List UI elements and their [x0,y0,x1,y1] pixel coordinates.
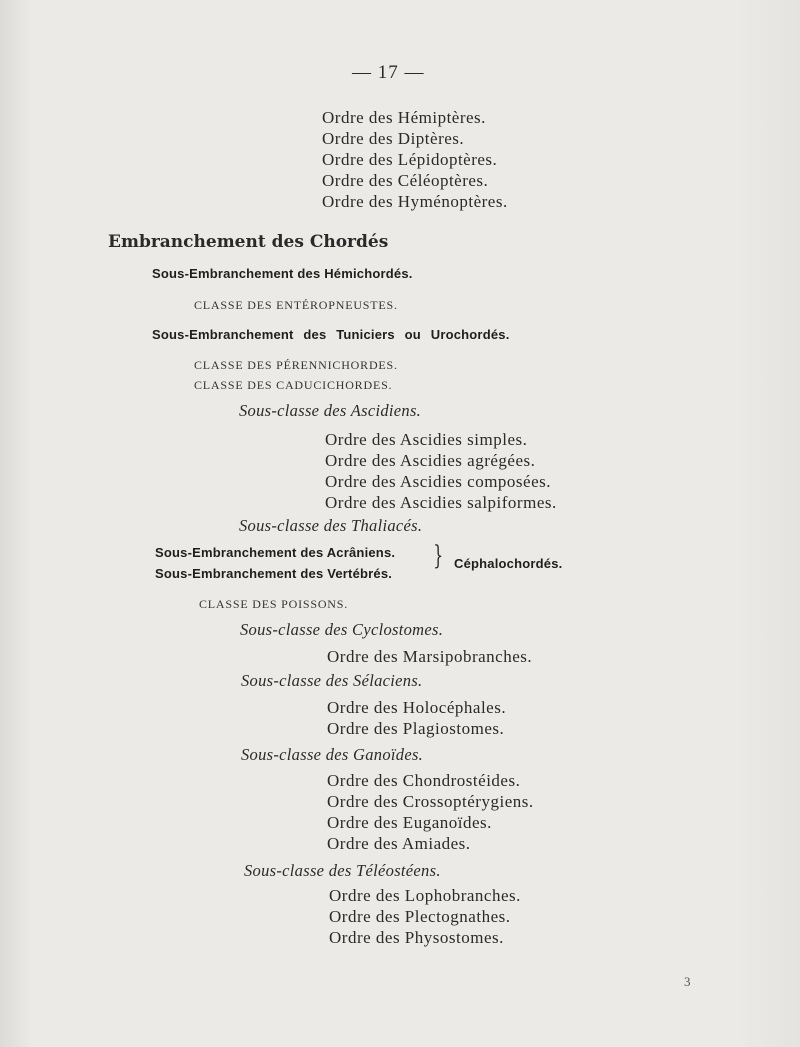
order-item: Ordre des Ascidies simples. [325,430,528,449]
order-list-selaciens [327,697,506,739]
order-item: Ordre des Lophobranches. [329,886,521,905]
classe-perennichordes: CLASSE DES PÉRENNICHORDES. [194,358,398,372]
order-list-cyclostomes [327,646,532,667]
sous-classe-cyclostomes: Sous-classe des Cyclostomes. [240,620,444,639]
order-item: Ordre des Crossoptérygiens. [327,792,534,811]
order-item: Ordre des Plectognathes. [329,907,511,926]
order-item: Ordre des Plagiostomes. [327,719,505,738]
order-item: Ordre des Chondrostéides. [327,771,521,790]
order-list-teleosteens [329,885,521,948]
order-item: Ordre des Marsipobranches. [327,647,533,666]
order-item: Ordre des Ascidies agrégées. [325,451,536,470]
order-item: Ordre des Céléoptères. [322,171,489,190]
order-item: Ordre des Lépidoptères. [322,150,498,169]
sous-classe-thaliaces: Sous-classe des Thaliacés. [239,516,423,535]
cephalochordes-label: Céphalochordés. [454,556,563,571]
sous-embranchement-acraniens: Sous-Embranchement des Acrâniens. [155,545,396,560]
classe-enteropneustes: CLASSE DES ENTÉROPNEUSTES. [194,298,398,312]
order-item: Ordre des Holocéphales. [327,698,507,717]
sous-embranchement-tuniciers: Sous-Embranchement des Tuniciers ou Urochordés. [152,327,510,342]
order-list-top [322,107,508,212]
order-item: Ordre des Hyménoptères. [322,192,508,211]
order-item: Ordre des Diptères. [322,129,465,148]
sous-classe-ascidiens: Sous-classe des Ascidiens. [239,401,422,420]
signature-mark: 3 [684,974,691,989]
order-list-ascidiens [325,429,557,513]
order-item: Ordre des Ascidies composées. [325,472,552,491]
order-item: Ordre des Euganoïdes. [327,813,492,832]
sous-classe-ganoides: Sous-classe des Ganoïdes. [241,745,424,764]
order-item: Ordre des Amiades. [327,834,471,853]
classe-poissons: CLASSE DES POISSONS. [199,597,349,611]
sous-embranchement-hemichordes: Sous-Embranchement des Hémichordés. [152,266,413,281]
sous-embranchement-vertebres: Sous-Embranchement des Vertébrés. [155,566,393,581]
order-item: Ordre des Physostomes. [329,928,504,947]
embranchement-heading: Embranchement des Chordés [108,232,389,252]
order-list-ganoides [327,770,534,854]
classe-caducichordes: CLASSE DES CADUCICHORDES. [194,378,393,392]
sous-classe-selaciens: Sous-classe des Sélaciens. [241,671,423,690]
order-item: Ordre des Hémiptères. [322,108,486,127]
page-number: — 17 — [352,62,425,83]
sous-classe-teleosteens: Sous-classe des Téléostéens. [244,861,441,880]
brace-symbol: } [433,541,444,571]
order-item: Ordre des Ascidies salpiformes. [325,493,557,512]
